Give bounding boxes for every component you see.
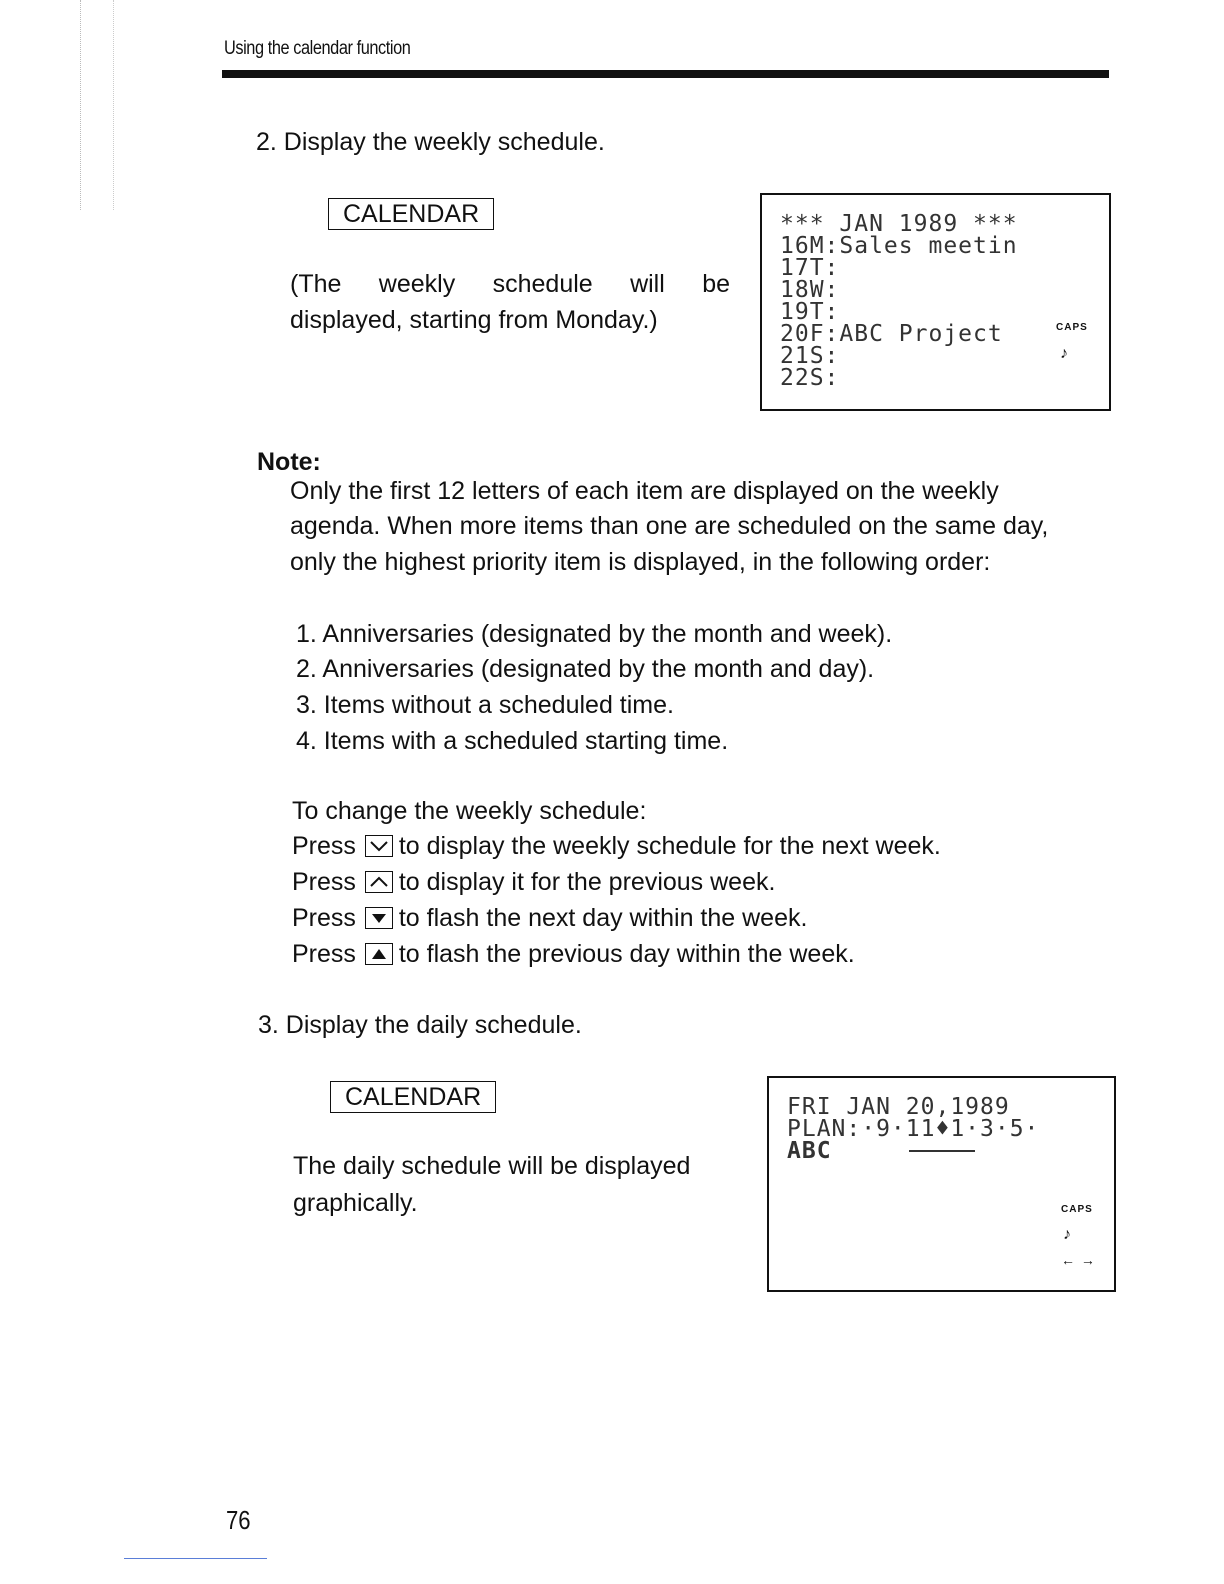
order-item: 4. Items with a scheduled starting time.: [296, 727, 729, 755]
calendar-key: CALENDAR: [330, 1081, 496, 1113]
scan-margin-marks: [80, 0, 114, 210]
change-heading: To change the weekly schedule:: [292, 797, 647, 825]
music-note-icon: ♪: [1060, 345, 1069, 362]
calendar-key: CALENDAR: [328, 198, 494, 230]
press-word: Press: [292, 832, 356, 860]
step3-desc-line1: The daily schedule will be displayed: [293, 1152, 691, 1180]
press-line: [292, 936, 855, 972]
press-text: to flash the previous day within the week.: [398, 940, 855, 968]
press-text: to flash the next day within the week.: [398, 904, 808, 932]
lcd-line: 20F:ABC Project: [780, 321, 1003, 347]
weekly-lcd-screen: [760, 193, 1111, 411]
page-number: 76: [226, 1505, 251, 1535]
step2-desc-word: will: [630, 270, 665, 298]
press-word: Press: [292, 904, 356, 932]
running-header: Using the calendar function: [224, 38, 411, 59]
step3-heading: 3. Display the daily schedule.: [258, 1011, 582, 1039]
left-right-arrows-icon: ← →: [1061, 1252, 1096, 1268]
triangle-down-key-icon: [365, 907, 393, 929]
bottom-rule: [124, 1558, 267, 1559]
note-heading: Note:: [257, 448, 321, 476]
step2-desc-word: schedule: [492, 270, 593, 298]
step3-desc-line2: graphically.: [293, 1189, 418, 1217]
press-line: [292, 900, 807, 936]
lcd-line: 17T:: [780, 255, 840, 281]
press-line: [292, 828, 941, 864]
header-rule: [222, 70, 1109, 78]
chevron-up-key-icon: [365, 871, 393, 893]
press-text: to display the weekly schedule for the next week.: [398, 832, 941, 860]
step2-desc-word: be: [702, 270, 730, 298]
note-para-line: agenda. When more items than one are scheduled on the same day,: [290, 512, 1049, 540]
order-item: 2. Anniversaries (designated by the month and day).: [296, 655, 875, 683]
step2-desc-line2: displayed, starting from Monday.): [290, 306, 658, 334]
press-line: [292, 864, 775, 900]
note-para-line: Only the first 12 letters of each item are displayed on the weekly: [290, 477, 999, 505]
lcd-line: 19T:: [780, 299, 840, 325]
triangle-up-key-icon: [365, 943, 393, 965]
step2-desc-line1: [290, 266, 730, 302]
order-item: 3. Items without a scheduled time.: [296, 691, 674, 719]
lcd-line: *** JAN 1989 ***: [780, 211, 1018, 237]
press-word: Press: [292, 868, 356, 896]
step2-desc-word: weekly: [378, 270, 456, 298]
note-para-line: only the highest priority item is displayed, in the following order:: [290, 548, 991, 576]
music-note-icon: ♪: [1063, 1226, 1072, 1243]
lcd-line: 16M:Sales meetin: [780, 233, 1018, 259]
step2-heading: 2. Display the weekly schedule.: [256, 128, 605, 156]
lcd-line: FRI JAN 20,1989: [787, 1094, 1010, 1120]
order-item: 1. Anniversaries (designated by the month and week).: [296, 620, 893, 648]
caps-indicator: CAPS: [1061, 1204, 1093, 1215]
press-text: to display it for the previous week.: [398, 868, 776, 896]
lcd-line: 22S:: [780, 365, 840, 391]
step2-desc-word: (The: [290, 270, 342, 298]
chevron-down-key-icon: [365, 835, 393, 857]
lcd-line: PLAN:·9·11♦1·3·5·: [787, 1116, 1040, 1142]
lcd-line: 21S:: [780, 343, 840, 369]
schedule-time-bar: [909, 1150, 975, 1152]
lcd-line: 18W:: [780, 277, 840, 303]
daily-lcd-screen: [767, 1076, 1116, 1292]
press-word: Press: [292, 940, 356, 968]
lcd-line: ABC: [787, 1138, 832, 1164]
caps-indicator: CAPS: [1056, 322, 1088, 333]
